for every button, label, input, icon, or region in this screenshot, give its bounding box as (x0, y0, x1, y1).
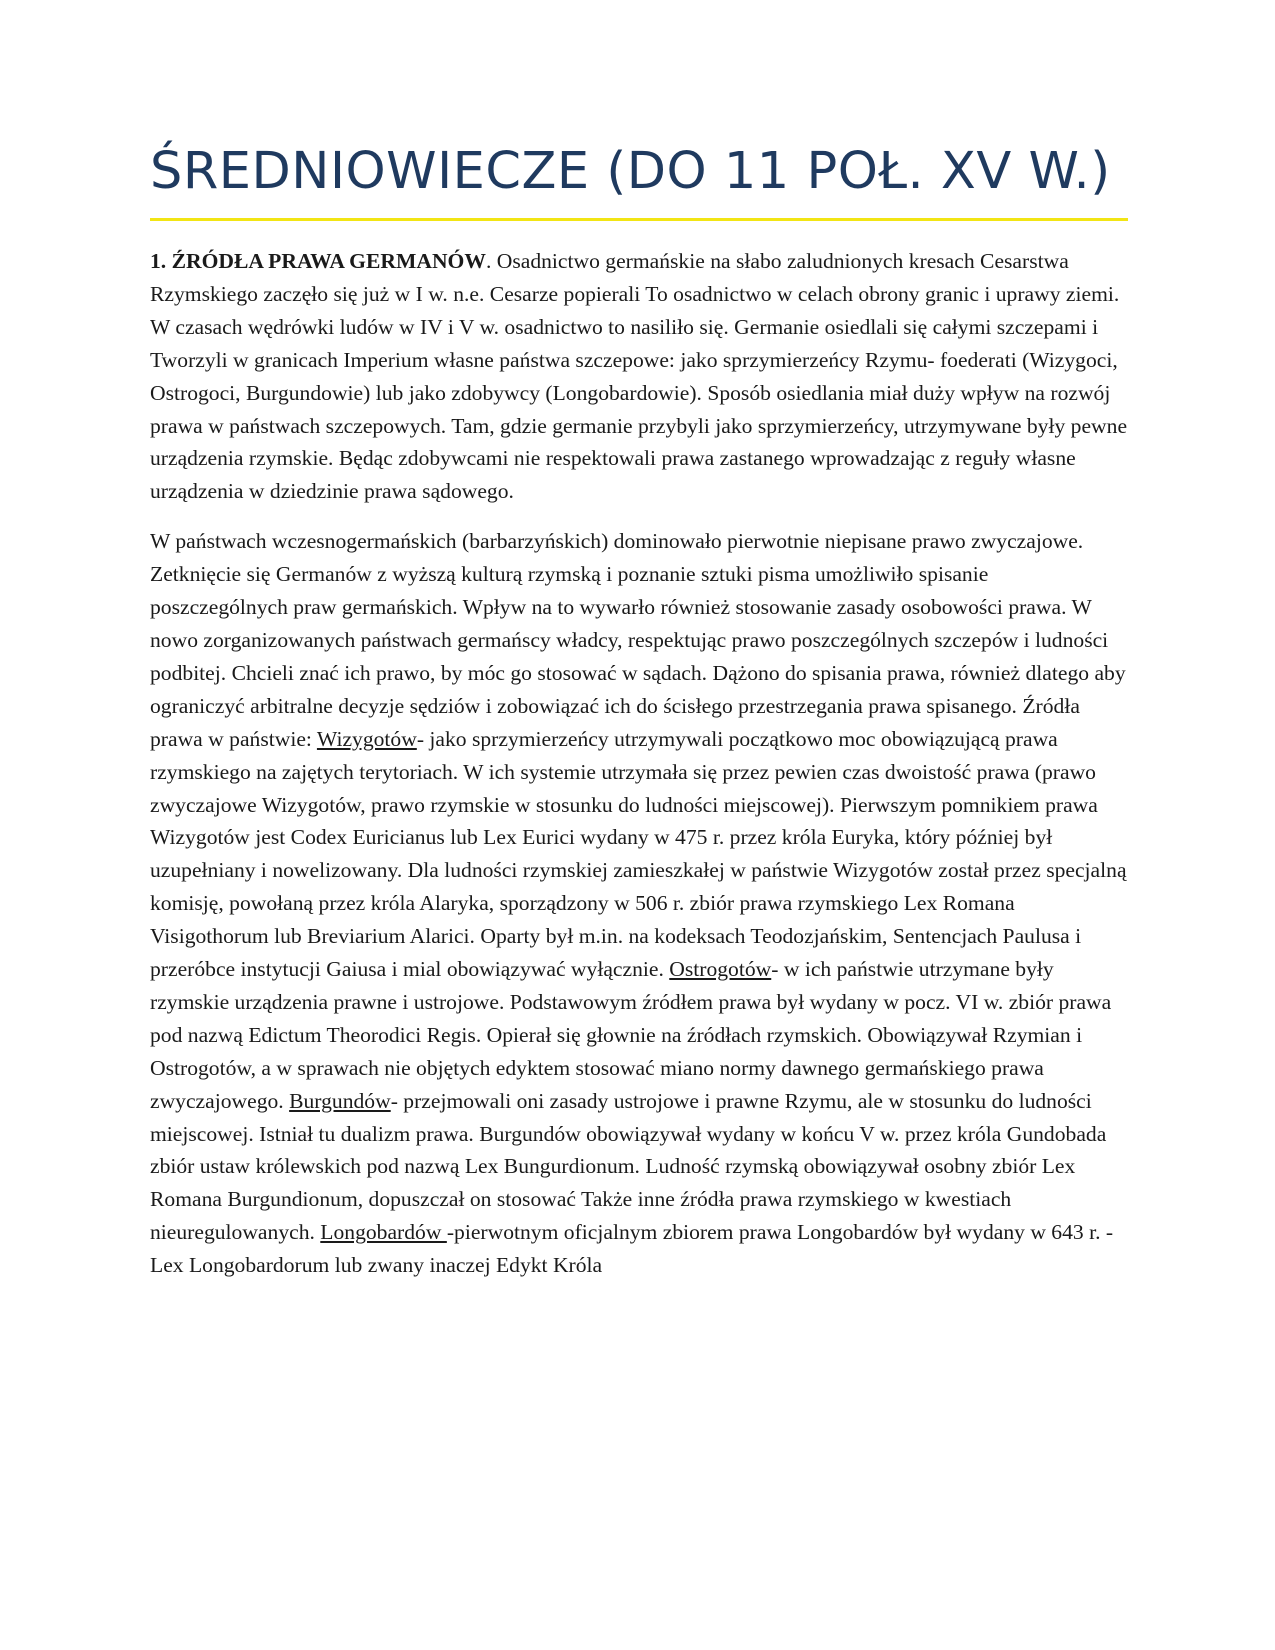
term-ostrogotow: Ostrogotów (669, 957, 772, 982)
paragraph-text: . Osadnictwo germańskie na słabo zaludnionych kresach Cesarstwa Rzymskiego zaczęło się już w I w. n.e. Cesarze popierali To osadnictwo w celach obrony granic i uprawy ziemi. W czasach wędrówki ludów w IV i V w. osadnictwo to nasiliło się. Germanie osiedlali się całymi szczepami i Tworzyli w granicach Imperium własne państwa szczepowe: jako sprzymierzeńcy Rzymu- foederati (Wizygoci, Ostrogoci, Burgundowie) lub jako zdobywcy (Longobardowie). Sposób osiedlania miał duży wpływ na rozwój prawa w państwach szczepowych. Tam, gdzie germanie przybyli jako sprzymierzeńcy, utrzymywane były pewne urządzenia rzymskie. Będąc zdobywcami nie respektowali prawa zastanego wprowadzając z reguły własne urządzenia w dziedzinie prawa sądowego. (150, 249, 1128, 504)
text-longobardow: -pierwotnym oficjalnym zbiorem prawa Longobardów był wydany w 643 r. - Lex Longobardorum lub zwany inaczej Edykt Króla (150, 1220, 1114, 1278)
paragraph-early-germanic-states (150, 525, 1130, 1282)
document-page (150, 140, 1130, 1282)
text-ostrogotow: - w ich państwie utrzymane były rzymskie urządzenia prawne i ustrojowe. Podstawowym źródłem prawa był wydany w pocz. VI w. zbiór prawa pod nazwą Edictum Theorodici Regis. Opierał się głownie na źródłach rzymskich. Obowiązywał Rzymian i Ostrogotów, a w sprawach nie objętych edyktem stosować miano normy dawnego germańskiego prawa zwyczajowego. (150, 957, 1112, 1113)
title-underline-rule (150, 218, 1128, 221)
text-burgundow: - przejmowali oni zasady ustrojowe i prawne Rzymu, ale w stosunku do ludności miejscowej. Istniał tu dualizm prawa. Burgundów obowiązywał wydany w końcu V w. przez króla Gundobada zbiór ustaw królewskich pod nazwą Lex Bungurdionum. Ludność rzymską obowiązywał osobny zbiór Lex Romana Burgundionum, dopuszczał on stosować Także inne źródła prawa rzymskiego w kwestiach nieuregulowanych. (150, 1088, 1107, 1245)
term-longobardow: Longobardów (320, 1220, 447, 1245)
text-wizygotow: - jako sprzymierzeńcy utrzymywali początkowo moc obowiązującą prawa rzymskiego na zajętych terytoriach. W ich systemie utrzymała się przez pewien czas dwoistość prawa (prawo zwyczajowe Wizygotów, prawo rzymskie w stosunku do ludności miejscowej). Pierwszym pomnikiem prawa Wizygotów jest Codex Euricianus lub Lex Eurici wydany w 475 r. przez króla Euryka, który później był uzupełniany i nowelizowany. Dla ludności rzymskiej zamieszkałej w państwie Wizygotów został przez specjalną komisję, powołaną przez króla Alaryka, sporządzony w 506 r. zbiór prawa rzymskiego Lex Romana Visigothorum lub Breviarium Alarici. Oparty był m.in. na kodeksach Teodozjańskim, Sentencjach Paulusa i przeróbce instytucji Gaiusa i mial obowiązywać wyłącznie. (150, 726, 1127, 982)
term-wizygotow: Wizygotów (316, 726, 417, 751)
section-heading: 1. ŹRÓDŁA PRAWA GERMANÓW (150, 249, 486, 273)
paragraph-intro: W państwach wczesnogermańskich (barbarzyńskich) dominowało pierwotnie niepisane prawo zwyczajowe. Zetknięcie się Germanów z wyższą kulturą rzymską i poznanie sztuki pisma umożliwiło spisanie poszczególnych praw germańskich. Wpływ na to wywarło również stosowanie zasady osobowości prawa. W nowo zorganizowanych państwach germańscy władcy, respektując prawo poszczególnych szczepów i ludności podbitej. Chcieli znać ich prawo, by móc go stosować w sądach. Dążono do spisania prawa, również dlatego aby ograniczyć arbitralne decyzje sędziów i zobowiązać ich do ścisłego przestrzegania prawa spisanego. Źródła prawa w państwie: (150, 529, 1126, 751)
term-burgundow: Burgundów (289, 1088, 391, 1113)
paragraph-sources-germanic-law (150, 245, 1130, 508)
document-title: ŚREDNIOWIECZE (DO 11 POŁ. XV W.) (150, 142, 1111, 201)
